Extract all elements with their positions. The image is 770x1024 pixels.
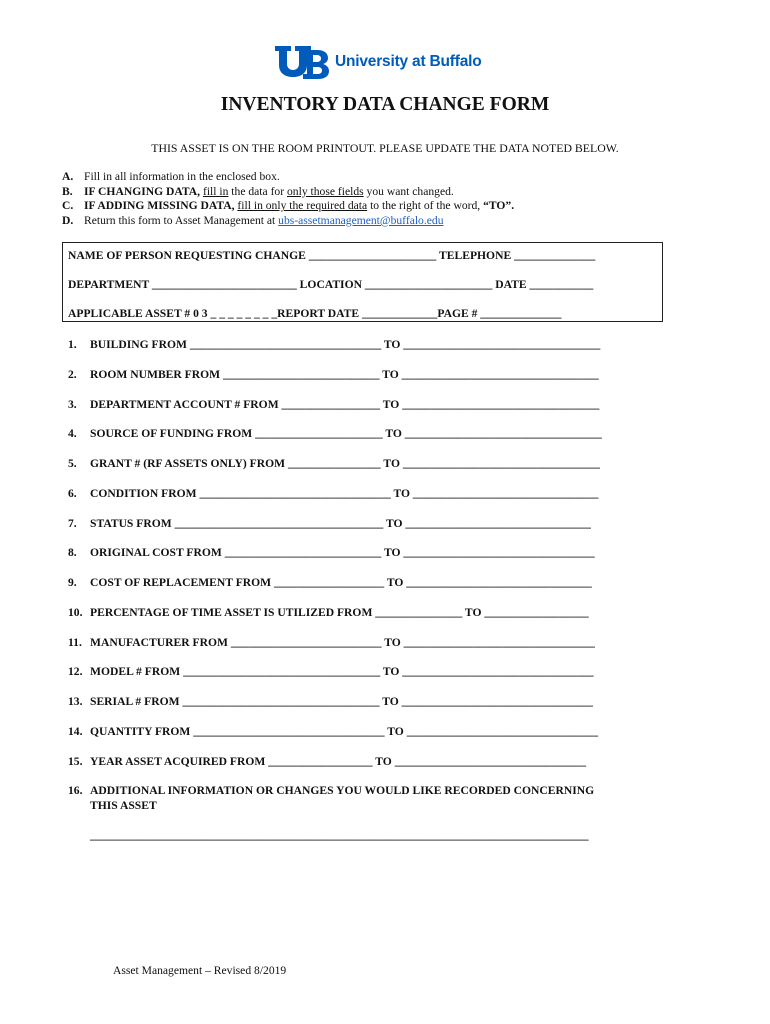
change-item-12[interactable] [68, 665, 594, 678]
instructions-list [62, 170, 514, 228]
instruction-letter: B. [62, 184, 73, 198]
item-number: 16. [68, 784, 83, 797]
form-subtitle: THIS ASSET IS ON THE ROOM PRINTOUT. PLEASE UPDATE THE DATA NOTED BELOW. [151, 141, 619, 155]
item-number: 13. [68, 695, 83, 708]
requester-name-telephone-line[interactable]: NAME OF PERSON REQUESTING CHANGE ______________________ TELEPHONE ______________ [68, 249, 596, 262]
instruction-letter: D. [62, 213, 74, 227]
change-item-14[interactable] [68, 725, 598, 738]
instruction-text [84, 170, 280, 185]
item-number: 2. [68, 367, 77, 381]
ub-logo [273, 44, 482, 80]
change-item-2[interactable] [68, 368, 599, 381]
item-number: 15. [68, 754, 83, 768]
change-item-1[interactable] [68, 338, 600, 351]
change-item-5[interactable] [68, 457, 600, 470]
item-number: 8. [68, 546, 77, 560]
form-title: INVENTORY DATA CHANGE FORM [220, 94, 550, 115]
instruction-letter: C. [62, 199, 74, 213]
change-item-13[interactable] [68, 695, 593, 708]
item-number: 9. [68, 576, 77, 589]
instruction-b [62, 185, 514, 200]
change-item-6[interactable] [68, 487, 598, 500]
instruction-letter: A. [62, 170, 74, 183]
item-text: QUANTITY FROM _________________________________ TO _________________________________ [90, 724, 598, 738]
change-item-16[interactable] [68, 784, 648, 844]
change-item-9[interactable] [68, 576, 592, 589]
item-text: PERCENTAGE OF TIME ASSET IS UTILIZED FROM _______________ TO __________________ [90, 605, 589, 619]
item-text: SOURCE OF FUNDING FROM ______________________ TO __________________________________ [90, 427, 602, 441]
item-text-continuation: THIS ASSET [90, 798, 157, 812]
change-item-7[interactable] [68, 517, 591, 530]
item-text: MANUFACTURER FROM __________________________ TO _________________________________ [90, 635, 595, 649]
instruction-a [62, 170, 514, 185]
item-text: YEAR ASSET ACQUIRED FROM __________________ TO _________________________________ [90, 754, 586, 768]
item-number: 10. [68, 605, 83, 619]
item-number: 4. [68, 427, 77, 441]
item-number: 6. [68, 486, 77, 500]
change-item-15[interactable] [68, 755, 586, 768]
item-number: 7. [68, 516, 77, 530]
item-text: CONDITION FROM _________________________________ TO ________________________________ [90, 486, 599, 500]
item-text: ADDITIONAL INFORMATION OR CHANGES YOU WOULD LIKE RECORDED CONCERNING [90, 784, 595, 797]
item-text: STATUS FROM ____________________________________ TO ________________________________ [90, 516, 591, 530]
plain-text: Fill in all information in the enclosed box. [84, 170, 280, 183]
item-text: ORIGINAL COST FROM ___________________________ TO _________________________________ [90, 546, 595, 560]
item-text: SERIAL # FROM __________________________________ TO _________________________________ [90, 695, 593, 708]
item-text: ROOM NUMBER FROM ___________________________ TO __________________________________ [90, 367, 599, 381]
university-name: University at Buffalo [335, 53, 482, 70]
additional-info-line[interactable]: ______________________________________________________________________________________ [90, 829, 589, 843]
change-item-11[interactable] [68, 636, 595, 649]
plain-text: to the right of the word, [367, 199, 484, 213]
plain-text: the data for [228, 184, 287, 198]
bold-text: IF CHANGING DATA, [84, 184, 203, 198]
change-item-10[interactable] [68, 606, 589, 619]
instruction-text [84, 199, 514, 214]
plain-text: Return this form to Asset Management at [84, 213, 279, 227]
item-text: GRANT # (RF ASSETS ONLY) FROM ________________ TO __________________________________ [90, 457, 600, 470]
underlined-text: fill in [202, 184, 229, 198]
footer-revision: Asset Management – Revised 8/2019 [113, 964, 287, 977]
item-text: BUILDING FROM _________________________________ TO __________________________________ [90, 338, 601, 351]
instruction-d [62, 214, 514, 229]
item-number: 3. [68, 397, 77, 411]
change-item-3[interactable] [68, 398, 599, 411]
ub-logo-mark-icon [273, 44, 331, 80]
underlined-text: fill in only the required data [237, 199, 368, 213]
asset-report-page-line[interactable]: APPLICABLE ASSET # 0 3 _ _ _ _ _ _ _ _REPORT DATE _____________PAGE # ______________ [68, 307, 562, 320]
instruction-text [84, 185, 454, 200]
item-text: COST OF REPLACEMENT FROM ___________________ TO ________________________________ [90, 576, 592, 589]
item-number: 11. [68, 635, 82, 649]
underlined-text: only those fields [287, 184, 364, 198]
plain-text: you want changed. [363, 184, 454, 198]
item-number: 12. [68, 665, 83, 679]
item-number: 1. [68, 338, 77, 351]
requester-info-box [62, 242, 663, 322]
change-item-4[interactable] [68, 427, 602, 440]
item-number: 14. [68, 724, 83, 738]
instruction-c [62, 199, 514, 214]
change-item-8[interactable] [68, 546, 595, 559]
bold-text: “TO”. [483, 199, 515, 213]
item-number: 5. [68, 457, 77, 470]
instruction-text [84, 214, 444, 229]
department-location-date-line[interactable]: DEPARTMENT _________________________ LOCATION ______________________ DATE ___________ [68, 278, 594, 291]
item-text: DEPARTMENT ACCOUNT # FROM _________________ TO __________________________________ [90, 397, 600, 411]
bold-text: IF ADDING MISSING DATA, [84, 199, 238, 213]
item-text: MODEL # FROM __________________________________ TO _________________________________ [90, 665, 594, 679]
email-link[interactable]: ubs-assetmanagement@buffalo.edu [278, 213, 444, 227]
